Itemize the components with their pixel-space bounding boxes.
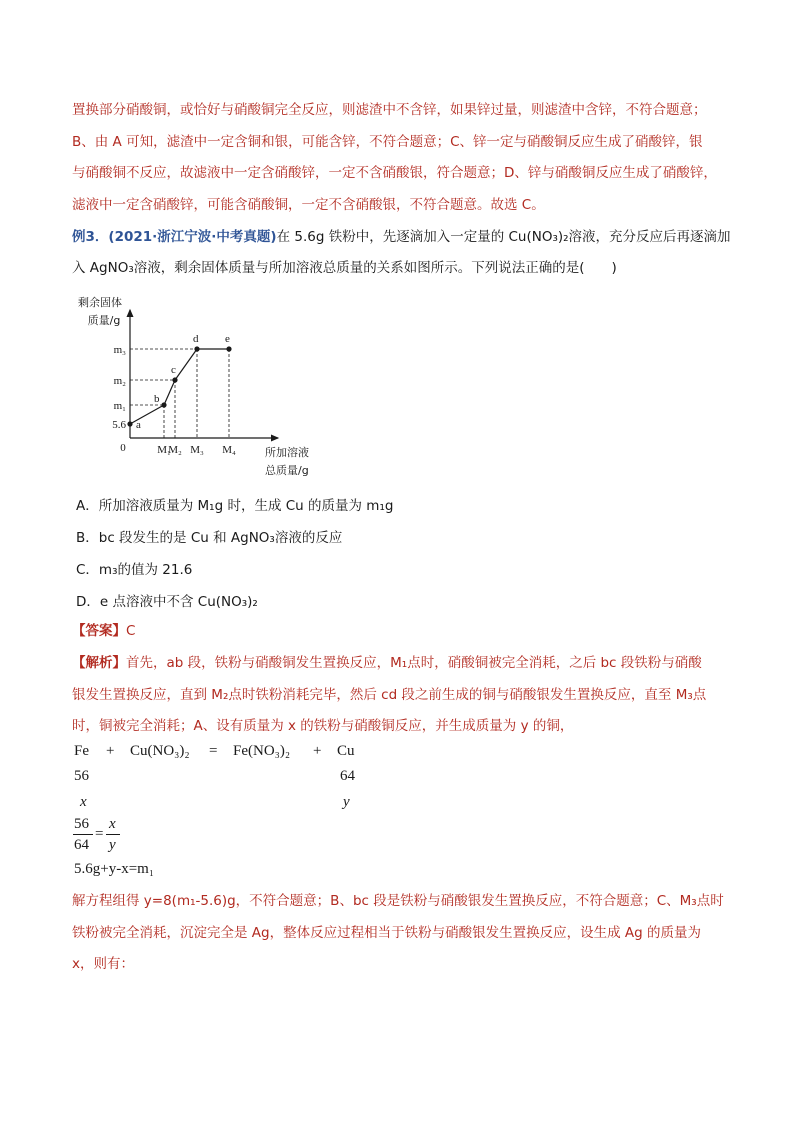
x-tick-label-2: M₂ <box>168 444 182 456</box>
tick-labels <box>112 344 236 456</box>
analysis-line-3: 时，铜被完全消耗；A、设有质量为 x 的铁粉与硝酸铜反应，并生成质量为 y 的铜， <box>72 718 574 734</box>
frac-num-left: 56 <box>74 816 89 832</box>
example-stem-1: 在 5.6g 铁粉中，先逐滴加入一定量的 Cu(NO₃)₂溶液，充分反应后再逐滴加 <box>276 229 731 245</box>
example-label: 例3． <box>72 229 109 245</box>
point-label-b: b <box>154 393 160 405</box>
analysis-line-6: x，则有： <box>72 956 134 972</box>
origin-label: 0 <box>120 442 126 454</box>
analysis-line-5: 铁粉被完全消耗，沉淀完全是 Ag，整体反应过程相当于铁粉与硝酸银发生置换反应，设生成 Ag 的质量为 <box>72 925 701 941</box>
eq-plus-1: + <box>106 743 115 759</box>
point-c <box>172 377 177 382</box>
option-c: C．m₃的值为 21.6 <box>76 562 193 578</box>
eq-equals: = <box>209 743 218 759</box>
example-stem-line-1 <box>72 228 731 246</box>
point-e <box>226 346 231 351</box>
mass-fe: 56 <box>74 768 89 784</box>
y-tick-label-4: m₃ <box>113 344 126 356</box>
analysis-text-1: 首先，ab 段，铁粉与硝酸铜发生置换反应，M₁点时，硝酸铜被完全消耗，之后 bc 段铁粉与硝酸 <box>126 655 702 671</box>
point-a <box>127 421 132 426</box>
x-tick-label-3: M₃ <box>190 444 204 456</box>
mass-relation: 5.6g+y-x=m₁ <box>74 861 155 877</box>
frac-bar-left <box>73 834 93 835</box>
point-label-e: e <box>225 333 230 345</box>
y-axis-label-2: 质量/g <box>87 314 121 327</box>
segment-bc <box>164 380 175 405</box>
answer-line <box>72 622 135 640</box>
analysis-line-1 <box>72 654 702 672</box>
segment-cd <box>175 349 197 380</box>
example-source: (2021·浙江宁波·中考真题) <box>108 229 277 245</box>
option-d: D．e 点溶液中不含 Cu(NO₃)₂ <box>76 594 258 610</box>
guide-lines <box>130 349 229 438</box>
answer-label: 【答案】 <box>72 623 126 639</box>
point-d <box>194 346 199 351</box>
data-series <box>127 333 231 431</box>
frac-num-right: x <box>109 816 116 832</box>
answer-value: C <box>126 623 136 639</box>
eq-cu-nitrate: Cu(NO₃)₂ <box>130 743 190 759</box>
y-tick-label-2: m₁ <box>113 400 126 412</box>
y-tick-label-1: 5.6 <box>112 419 126 431</box>
x-tick-label-4: M₄ <box>222 444 236 456</box>
point-label-a: a <box>136 419 141 431</box>
analysis-label: 【解析】 <box>72 655 126 671</box>
prev-explanation-line-3: 与硝酸铜不反应，故滤液中一定含硝酸锌，一定不含硝酸银，符合题意；D、锌与硝酸铜反应生成了硝酸锌， <box>72 165 717 181</box>
mass-chart <box>70 290 310 485</box>
y-tick-label-3: m₂ <box>113 375 126 387</box>
prev-explanation-line-4: 滤液中一定含硝酸锌，可能含硝酸铜，一定不含硝酸银，不符合题意。故选 C。 <box>72 197 545 213</box>
option-a: A．所加溶液质量为 M₁g 时，生成 Cu 的质量为 m₁g <box>76 498 394 514</box>
frac-den-left: 64 <box>74 837 89 853</box>
point-label-c: c <box>171 364 176 376</box>
prev-explanation-line-1: 置换部分硝酸铜，或恰好与硝酸铜完全反应，则滤渣中不含锌，如果锌过量，则滤渣中含锌，不符合题意； <box>72 102 707 118</box>
point-b <box>161 402 166 407</box>
point-label-d: d <box>193 333 199 345</box>
y-axis-label-1: 剩余固体 <box>78 296 122 309</box>
frac-bar-right <box>106 834 120 835</box>
prev-explanation-line-2: B、由 A 可知，滤渣中一定含铜和银，可能含锌，不符合题意；C、锌一定与硝酸铜反应生成了硝酸锌，银 <box>72 134 703 150</box>
example-stem-line-2: 入 AgNO₃溶液，剩余固体质量与所加溶液总质量的关系如图所示。下列说法正确的是( ) <box>72 260 617 276</box>
analysis-line-4: 解方程组得 y=8(m₁-5.6)g，不符合题意；B、bc 段是铁粉与硝酸银发生置换反应，不符合题意；C、M₃点时 <box>72 893 724 909</box>
mass-cu: 64 <box>340 768 355 784</box>
eq-fe-nitrate: Fe(NO₃)₂ <box>233 743 291 759</box>
analysis-line-2: 银发生置换反应，直到 M₂点时铁粉消耗完毕，然后 cd 段之前生成的铜与硝酸银发生置换反应，直至 M₃点 <box>72 687 707 703</box>
frac-equals: = <box>95 826 104 842</box>
var-y: y <box>343 794 350 810</box>
eq-fe: Fe <box>74 743 89 759</box>
var-x: x <box>80 794 87 810</box>
frac-den-right: y <box>109 837 116 853</box>
option-b: B．bc 段发生的是 Cu 和 AgNO₃溶液的反应 <box>76 530 343 546</box>
x-axis-label-1: 所加溶液 <box>265 446 309 459</box>
x-tick-label-1: M₁ <box>157 444 171 456</box>
x-axis-label-2: 总质量/g <box>265 464 309 477</box>
eq-plus-2: + <box>313 743 322 759</box>
eq-cu: Cu <box>337 743 355 759</box>
